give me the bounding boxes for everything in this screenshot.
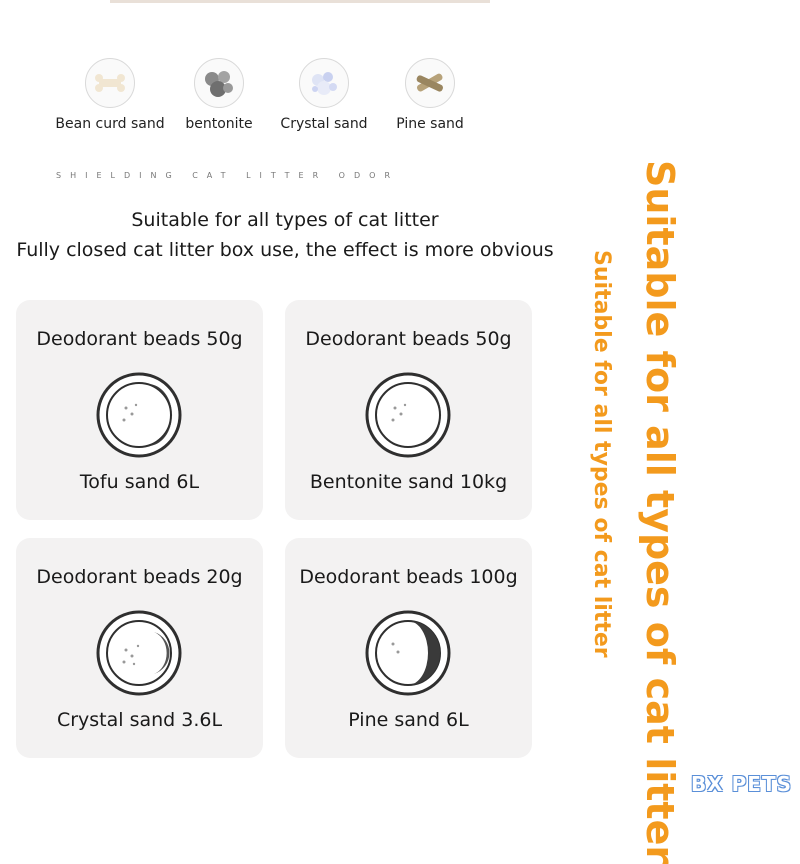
brand-logo: BX PETS bbox=[691, 772, 792, 796]
product-card bbox=[285, 300, 532, 520]
moon-bead-icon bbox=[365, 610, 451, 696]
pine-sand-icon bbox=[405, 58, 455, 108]
moon-bead-icon bbox=[96, 372, 182, 458]
litter-label: Pine sand bbox=[396, 116, 464, 132]
card-sand-label: Bentonite sand 10kg bbox=[309, 471, 508, 493]
headline-line-1: Suitable for all types of cat litter bbox=[131, 209, 439, 231]
litter-type-crystal bbox=[269, 58, 379, 132]
litter-type-pine bbox=[375, 58, 485, 132]
vertical-headline-small: Suitable for all types of cat litter bbox=[589, 250, 614, 658]
shielding-odor-caption: SHIELDING CAT LITTER ODOR bbox=[56, 171, 399, 180]
moon-bead-icon bbox=[365, 372, 451, 458]
litter-type-bean-curd bbox=[55, 58, 165, 132]
card-beads-label: Deodorant beads 100g bbox=[299, 566, 518, 588]
product-card bbox=[16, 538, 263, 758]
litter-label: Bean curd sand bbox=[55, 116, 165, 132]
card-beads-label: Deodorant beads 50g bbox=[36, 328, 243, 350]
litter-label: Crystal sand bbox=[280, 116, 368, 132]
card-sand-label: Tofu sand 6L bbox=[79, 471, 200, 493]
crystal-sand-icon bbox=[299, 58, 349, 108]
product-card bbox=[16, 300, 263, 520]
litter-label: bentonite bbox=[185, 116, 253, 132]
card-beads-label: Deodorant beads 20g bbox=[36, 566, 243, 588]
moon-bead-icon bbox=[96, 610, 182, 696]
bentonite-icon bbox=[194, 58, 244, 108]
card-beads-label: Deodorant beads 50g bbox=[305, 328, 512, 350]
litter-type-bentonite bbox=[164, 58, 274, 132]
card-sand-label: Pine sand 6L bbox=[348, 709, 469, 731]
product-card bbox=[285, 538, 532, 758]
bean-curd-sand-icon bbox=[85, 58, 135, 108]
top-divider bbox=[110, 0, 490, 3]
headline-line-2: Fully closed cat litter box use, the effect is more obvious bbox=[16, 239, 554, 261]
vertical-headline-large: Suitable for all types of cat litter bbox=[638, 160, 682, 864]
card-sand-label: Crystal sand 3.6L bbox=[56, 709, 223, 731]
